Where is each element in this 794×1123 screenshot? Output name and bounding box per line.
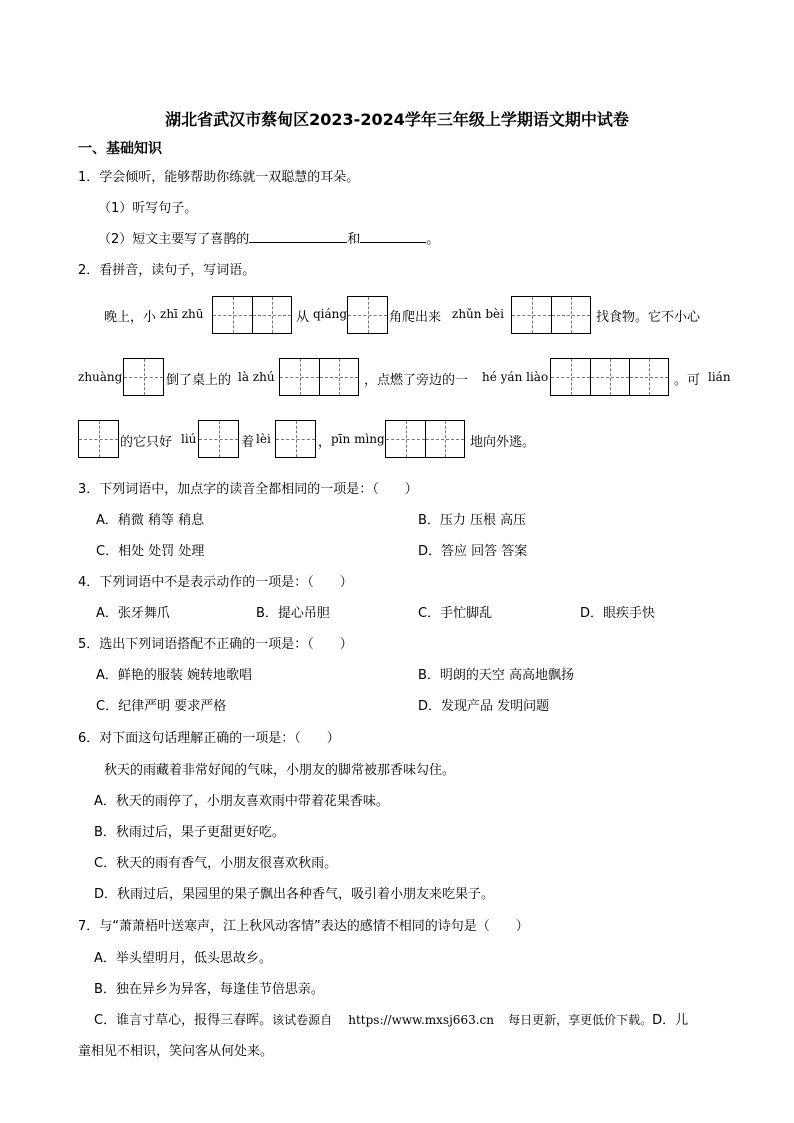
question-4-option-a[interactable]: A．张牙舞爪 xyxy=(96,606,170,621)
q2-line3-text-4: 地向外逃。 xyxy=(470,435,536,450)
q2-line2-text-3: 。可 xyxy=(674,373,701,388)
writing-cell[interactable] xyxy=(124,359,163,395)
question-6-option-c[interactable]: C．秋天的雨有香气，小朋友很喜欢秋雨。 xyxy=(94,856,338,871)
question-7-option-a[interactable]: A．举头望明月，低头思故乡。 xyxy=(94,951,272,966)
question-7-option-b[interactable]: B．独在异乡为异客，每逢佳节倍思亲。 xyxy=(94,982,324,997)
writing-grid-lazhu[interactable] xyxy=(279,358,359,396)
writing-cell[interactable] xyxy=(348,297,387,333)
answer-blank-2[interactable] xyxy=(360,230,426,243)
q2-line1-text-3: 角爬出来 xyxy=(389,310,442,325)
writing-cell[interactable] xyxy=(276,421,315,457)
writing-grid-zhunbei[interactable] xyxy=(511,296,591,334)
writing-cell[interactable] xyxy=(590,359,629,395)
question-6-option-a[interactable]: A．秋天的雨停了，小朋友喜欢雨中带着花果香味。 xyxy=(94,794,389,809)
writing-grid-heyanliao[interactable] xyxy=(550,358,669,396)
question-1-sub2-text-b: 和 xyxy=(347,232,361,247)
question-7-option-d-cont[interactable]: 童相见不相识，笑问客从何处来。 xyxy=(78,1044,274,1059)
question-1-sub1: （1）听写句子。 xyxy=(98,201,198,216)
q2-line1-text-1: 晚上，小 xyxy=(104,310,157,325)
writing-cell[interactable] xyxy=(280,359,319,395)
q2-pinyin-qiang: qiáng xyxy=(313,307,348,321)
question-5-option-d[interactable]: D．发现产品 发明问题 xyxy=(418,699,550,714)
q2-line3-text-2: 着 xyxy=(241,435,255,450)
q2-line1-text-2: 从 xyxy=(296,310,310,325)
question-7-option-d-start[interactable]: D．儿 xyxy=(652,1013,689,1028)
question-2-stem: 2．看拼音，读句子，写词语。 xyxy=(78,263,256,278)
question-7-option-c-line xyxy=(94,1009,688,1028)
question-4-stem: 4．下列词语中不是表示动作的一项是：（ ） xyxy=(78,575,353,590)
section-heading: 一、基础知识 xyxy=(78,141,162,157)
question-3-option-b[interactable]: B．压力 压根 高压 xyxy=(418,513,527,528)
question-3-option-a[interactable]: A．稍微 稍等 稍息 xyxy=(96,513,205,528)
question-3-option-d[interactable]: D．答应 回答 答案 xyxy=(418,544,528,559)
writing-cell[interactable] xyxy=(79,421,118,457)
question-4-option-c[interactable]: C．手忙脚乱 xyxy=(418,606,493,621)
q2-pinyin-zhuang: zhuàng xyxy=(78,370,123,384)
writing-cell[interactable] xyxy=(629,359,668,395)
question-7-option-c[interactable]: C．谁言寸草心，报得三春晖。 xyxy=(94,1013,273,1028)
question-4-option-d[interactable]: D．眼疾手快 xyxy=(580,606,656,621)
q2-pinyin-lazhu: là zhú xyxy=(238,370,275,384)
answer-blank-1[interactable] xyxy=(249,230,347,243)
writing-cell[interactable] xyxy=(425,421,464,457)
q2-pinyin-zhunbei: zhǔn bèi xyxy=(452,307,504,321)
question-5-option-b[interactable]: B．明朗的天空 高高地飘扬 xyxy=(418,668,575,683)
question-1-stem: 1．学会倾听，能够帮助你练就一双聪慧的耳朵。 xyxy=(78,170,360,185)
writing-grid-qiang[interactable] xyxy=(347,296,388,334)
writing-cell[interactable] xyxy=(252,297,291,333)
q2-line1-text-4: 找食物。它不小心 xyxy=(596,310,701,325)
question-6-option-d[interactable]: D．秋雨过后，果园里的果子飘出各种香气，吸引着小朋友来吃果子。 xyxy=(94,887,495,902)
q2-pinyin-lian: lián xyxy=(708,370,731,384)
question-7-stem: 7．与“萧萧梧叶送寒声，江上秋风动客情”表达的感情不相同的诗句是（ ） xyxy=(78,919,529,934)
q2-line2-text-2: ，点燃了旁边的一 xyxy=(364,373,469,388)
question-1-sub2-text-c: 。 xyxy=(426,232,440,247)
writing-cell[interactable] xyxy=(551,359,590,395)
q2-pinyin-pinming: pīn mìng xyxy=(331,432,385,446)
question-4-option-b[interactable]: B．提心吊胆 xyxy=(256,606,330,621)
q2-pinyin-liu: liú xyxy=(181,432,197,446)
q2-pinyin-zhizhu: zhī zhū xyxy=(160,307,204,321)
q2-pinyin-lei: lèi xyxy=(256,432,271,446)
question-5-option-c[interactable]: C．纪律严明 要求严格 xyxy=(96,699,227,714)
question-5-stem: 5．选出下列词语搭配不正确的一项是：（ ） xyxy=(78,637,353,652)
writing-cell[interactable] xyxy=(512,297,551,333)
q2-line2-text-1: 倒了桌上的 xyxy=(166,373,232,388)
q2-line3-text-3: ， xyxy=(318,435,332,450)
source-notice: 该试卷源自 xyxy=(272,1013,333,1027)
writing-grid-pinming[interactable] xyxy=(385,420,465,458)
writing-grid-liu[interactable] xyxy=(198,420,239,458)
question-1-sub2 xyxy=(98,228,439,247)
question-6-quote: 秋天的雨藏着非常好闻的气味，小朋友的脚常被那香味勾住。 xyxy=(104,763,456,778)
writing-grid-zhizhu[interactable] xyxy=(212,296,292,334)
q2-pinyin-heyanliao: hé yán liào xyxy=(482,370,549,384)
update-notice: 每日更新，享更低价下载。 xyxy=(508,1013,653,1027)
q2-line3-text-1: 的它只好 xyxy=(120,435,173,450)
question-6-stem: 6．对下面这句话理解正确的一项是：（ ） xyxy=(78,731,340,746)
page-title: 湖北省武汉市蔡甸区2023-2024学年三年级上学期语文期中试卷 xyxy=(165,110,629,129)
question-1-sub2-text-a: （2）短文主要写了喜鹊的 xyxy=(98,232,250,247)
writing-grid-lian[interactable] xyxy=(78,420,119,458)
writing-cell[interactable] xyxy=(199,421,238,457)
question-3-option-c[interactable]: C．相处 处罚 处理 xyxy=(96,544,205,559)
writing-cell[interactable] xyxy=(319,359,358,395)
question-3-stem: 3．下列词语中，加点字的读音全都相同的一项是：（ ） xyxy=(78,482,418,497)
writing-cell[interactable] xyxy=(551,297,590,333)
question-5-option-a[interactable]: A．鲜艳的服装 婉转地歌唱 xyxy=(96,668,253,683)
question-6-option-b[interactable]: B．秋雨过后，果子更甜更好吃。 xyxy=(94,825,285,840)
writing-grid-zhuang[interactable] xyxy=(123,358,164,396)
writing-cell[interactable] xyxy=(213,297,252,333)
writing-cell[interactable] xyxy=(386,421,425,457)
source-url-link[interactable]: https://www.mxsj663.cn xyxy=(348,1013,494,1027)
writing-grid-lei[interactable] xyxy=(275,420,316,458)
